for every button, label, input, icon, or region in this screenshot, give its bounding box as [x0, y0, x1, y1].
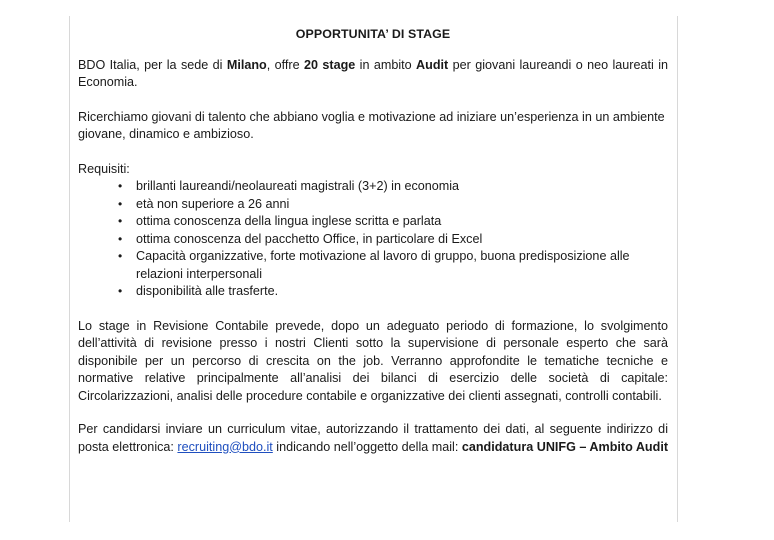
list-item [118, 178, 668, 196]
application-text-1: Per candidarsi inviare un curriculum vitae, autorizzando il trattamento dei dati, al seguente indirizzo di posta elettronica: [78, 422, 668, 454]
intro-count: 20 stage [303, 57, 356, 72]
intro-area: Audit [416, 57, 449, 72]
bullet-icon: • [118, 284, 123, 298]
list-item [118, 283, 668, 301]
intro-text-2: , offre [266, 57, 304, 72]
list-item-text: disponibilità alle trasferte. [136, 284, 279, 298]
application-text-2: indicando nell’oggetto della mail: [272, 439, 462, 454]
list-item-text: ottima conoscenza della lingua inglese scritta e parlata [136, 214, 442, 228]
document-page [69, 16, 678, 522]
list-item-text: ottima conoscenza del pacchetto Office, in particolare di Excel [136, 231, 483, 246]
page-title: OPPORTUNITA’ DI STAGE [295, 27, 451, 41]
list-item [118, 248, 668, 283]
email-link[interactable]: recruiting@bdo.it [177, 439, 273, 454]
list-item [118, 213, 668, 231]
list-item-text: Capacità organizzative, forte motivazione al lavoro di gruppo, buona predisposizione alle relazioni interpersonali [136, 249, 630, 281]
list-item [118, 196, 668, 214]
bullet-icon: • [118, 196, 123, 211]
document-content [78, 26, 668, 456]
bullet-icon: • [118, 214, 123, 228]
list-item-text: brillanti laureandi/neolaureati magistrali (3+2) in economia [136, 179, 460, 193]
search-paragraph: Ricerchiamo giovani di talento che abbiano voglia e motivazione ad iniziare un’esperienza in un ambiente giovane, dinamico e ambizioso. [78, 109, 665, 141]
bullet-icon: • [118, 249, 123, 263]
intro-city: Milano [226, 57, 267, 72]
requirements-label: Requisiti: [78, 161, 130, 176]
bullet-icon: • [118, 179, 123, 193]
requirements-list [78, 178, 668, 301]
stage-description-paragraph: Lo stage in Revisione Contabile prevede, dopo un adeguato periodo di formazione, lo svolgimento dell’attività di revisione presso i nostri Clienti sotto la supervisione di personale esperto che sarà disponibile per un percorso di crescita on the job. Verranno approfondite le tematiche tecniche e normative relative principalmente all’analisi dei bilanci di esercizio delle società di capitale: Circolarizzazioni, analisi delle procedure contabile e organizzative dei clienti assegnati, controlli contabili. [78, 318, 668, 403]
application-paragraph [78, 421, 668, 456]
intro-text-1: BDO Italia, per la sede di [78, 57, 227, 72]
application-subject: candidatura UNIFG – Ambito Audit [461, 439, 669, 454]
intro-paragraph [78, 57, 668, 92]
bullet-icon: • [118, 231, 123, 246]
list-item [118, 231, 668, 249]
list-item-text: età non superiore a 26 anni [136, 196, 290, 211]
intro-text-4: per giovani laureandi o neo laureati in Economia. [78, 57, 668, 89]
intro-text-3: in ambito [355, 57, 417, 72]
